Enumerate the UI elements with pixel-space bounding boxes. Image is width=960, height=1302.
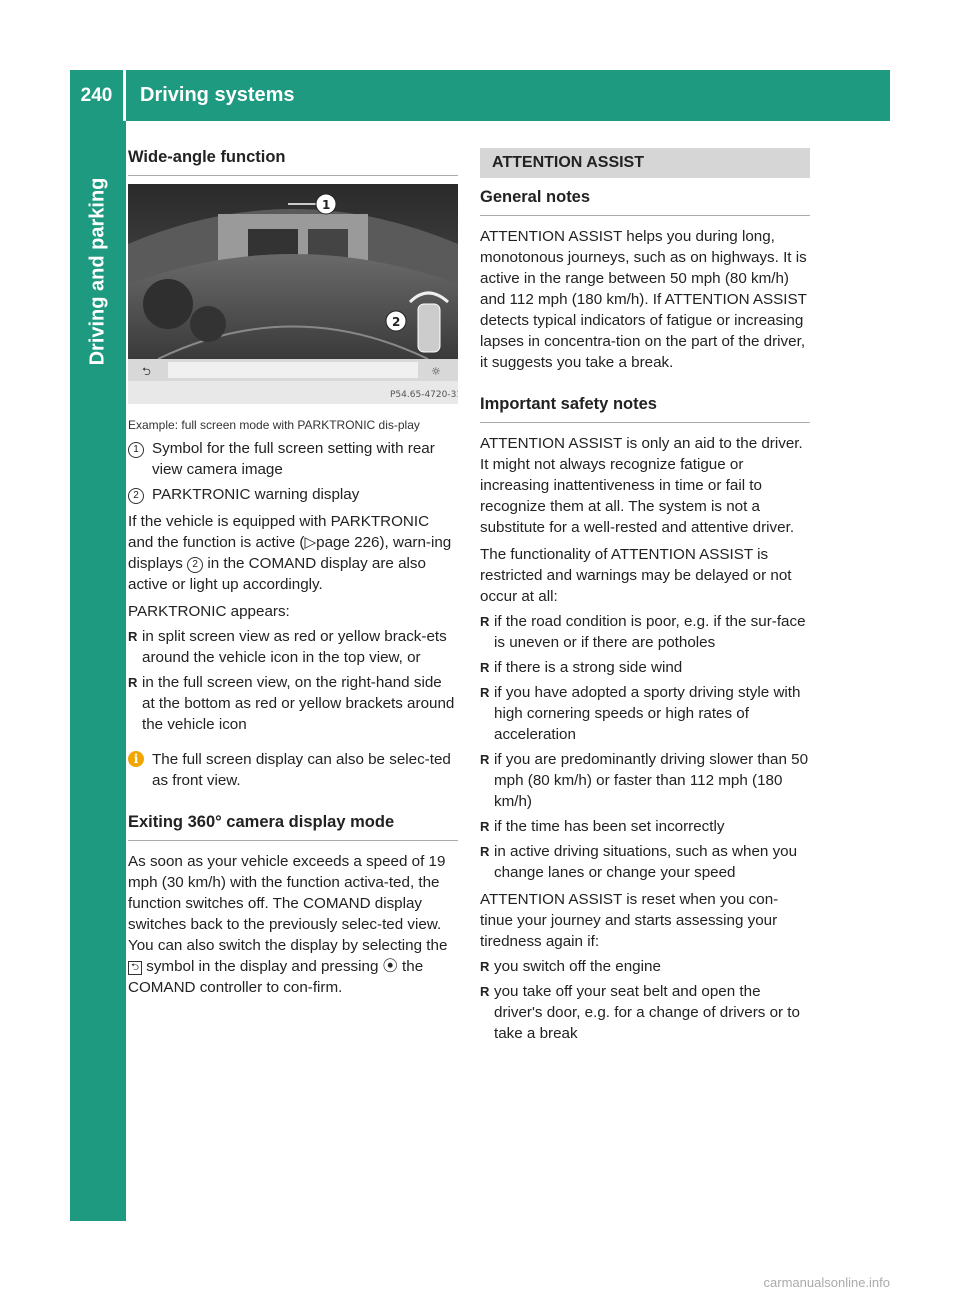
paragraph: ATTENTION ASSIST is reset when you con-tinue your journey and starts assessing your tiredness again if: — [480, 891, 779, 950]
page-header — [70, 70, 890, 121]
heading-general-notes: General notes — [480, 188, 810, 216]
list-item: R you switch off the engine — [480, 956, 810, 977]
page-ref-arrow-icon: ▷ — [304, 534, 317, 551]
list-item: R if the time has been set incorrectly — [480, 816, 810, 837]
list-item: R in the full screen view, on the right-hand side at the bottom as red or yellow brackets around the vehicle icon — [128, 672, 458, 735]
paragraph: ATTENTION ASSIST is only an aid to the driver. It might not always recognize fatigue or increasing inattentiveness in time or fail to recognize them at all. The system is not a substitute for a well-rested and attentive driver. — [480, 435, 803, 536]
right-column — [480, 148, 810, 1044]
legend-text: PARKTRONIC warning display — [152, 486, 360, 503]
info-icon: i — [128, 751, 144, 767]
legend-num: 2 — [128, 488, 144, 504]
list-item: R in active driving situations, such as when you change lanes or change your speed — [480, 841, 810, 883]
list-item: R if there is a strong side wind — [480, 657, 810, 678]
controller-press-icon: ⦿ — [382, 958, 398, 975]
paragraph: If the vehicle is equipped with PARKTRONIC and the function is active (▷page 226), warn-ing displays 2 in the COMAND display are also active or light up accordingly. — [128, 513, 452, 593]
paragraph: ATTENTION ASSIST helps you during long, monotonous journeys, such as on highways. It is active in the range between 50 mph (80 km/h) and 112 mph (180 km/h). If ATTENTION ASSIST detects typical indicators of fatigue or increasing lapses in concentra-tion on the part of the driver, it suggests you take a break. — [480, 228, 807, 371]
bullet-list — [128, 626, 458, 735]
footer-watermark: carmanualsonline.info — [763, 1275, 890, 1290]
list-item: R if you have adopted a sporty driving style with high cornering speeds or high rates of acceleration — [480, 682, 810, 745]
list-item: R you take off your seat belt and open the driver's door, e.g. for a change of drivers or to take a break — [480, 981, 810, 1044]
camera-image — [128, 184, 458, 404]
svg-text:☼: ☼ — [431, 365, 441, 378]
legend-num: 1 — [128, 442, 144, 458]
callout-1: 1 — [322, 198, 331, 212]
list-item: R in split screen view as red or yellow brack-ets around the vehicle icon in the top view, or — [128, 626, 458, 668]
chapter-title: Driving systems — [140, 84, 295, 106]
back-symbol-icon: ⮌ — [128, 961, 142, 975]
callout-2: 2 — [392, 315, 401, 329]
info-note — [128, 749, 458, 791]
figure-caption: Example: full screen mode with PARKTRONIC dis-play — [128, 418, 420, 432]
list-item: R if the road condition is poor, e.g. if the sur-face is uneven or if there are potholes — [480, 611, 810, 653]
section-title: ATTENTION ASSIST — [480, 148, 810, 178]
left-column — [128, 148, 458, 998]
bullet-list — [480, 956, 810, 1044]
side-tab-label: Driving and parking — [86, 177, 109, 365]
svg-text:⮌: ⮌ — [142, 365, 151, 378]
paragraph: As soon as your vehicle exceeds a speed of 19 mph (30 km/h) with the function activa-ted, the function switches off. The COMAND display switches back to the previously selec-ted view. You can also switch the display by selecting the ⮌ symbol in the display and pressing ⦿ the COMAND controller to con-firm. — [128, 853, 448, 996]
heading-wide-angle: Wide-angle function — [128, 148, 458, 176]
page-number: 240 — [70, 70, 126, 121]
bullet-list — [480, 611, 810, 883]
camera-figure — [128, 184, 458, 404]
legend-item — [128, 484, 458, 505]
info-text: The full screen display can also be selec-ted as front view. — [152, 751, 451, 789]
figure-code: P54.65-4720-31 — [390, 390, 458, 400]
legend-text: Symbol for the full screen setting with rear view camera image — [152, 440, 435, 478]
paragraph: PARKTRONIC appears: — [128, 603, 290, 620]
list-item: R if you are predominantly driving slower than 50 mph (80 km/h) or faster than 112 mph (180 km/h) — [480, 749, 810, 812]
paragraph: The functionality of ATTENTION ASSIST is restricted and warnings may be delayed or not occur at all: — [480, 546, 792, 605]
heading-exiting: Exiting 360° camera display mode — [128, 813, 458, 841]
heading-safety-notes: Important safety notes — [480, 395, 810, 423]
side-tab-label-wrap — [70, 121, 126, 421]
legend-item — [128, 438, 458, 480]
